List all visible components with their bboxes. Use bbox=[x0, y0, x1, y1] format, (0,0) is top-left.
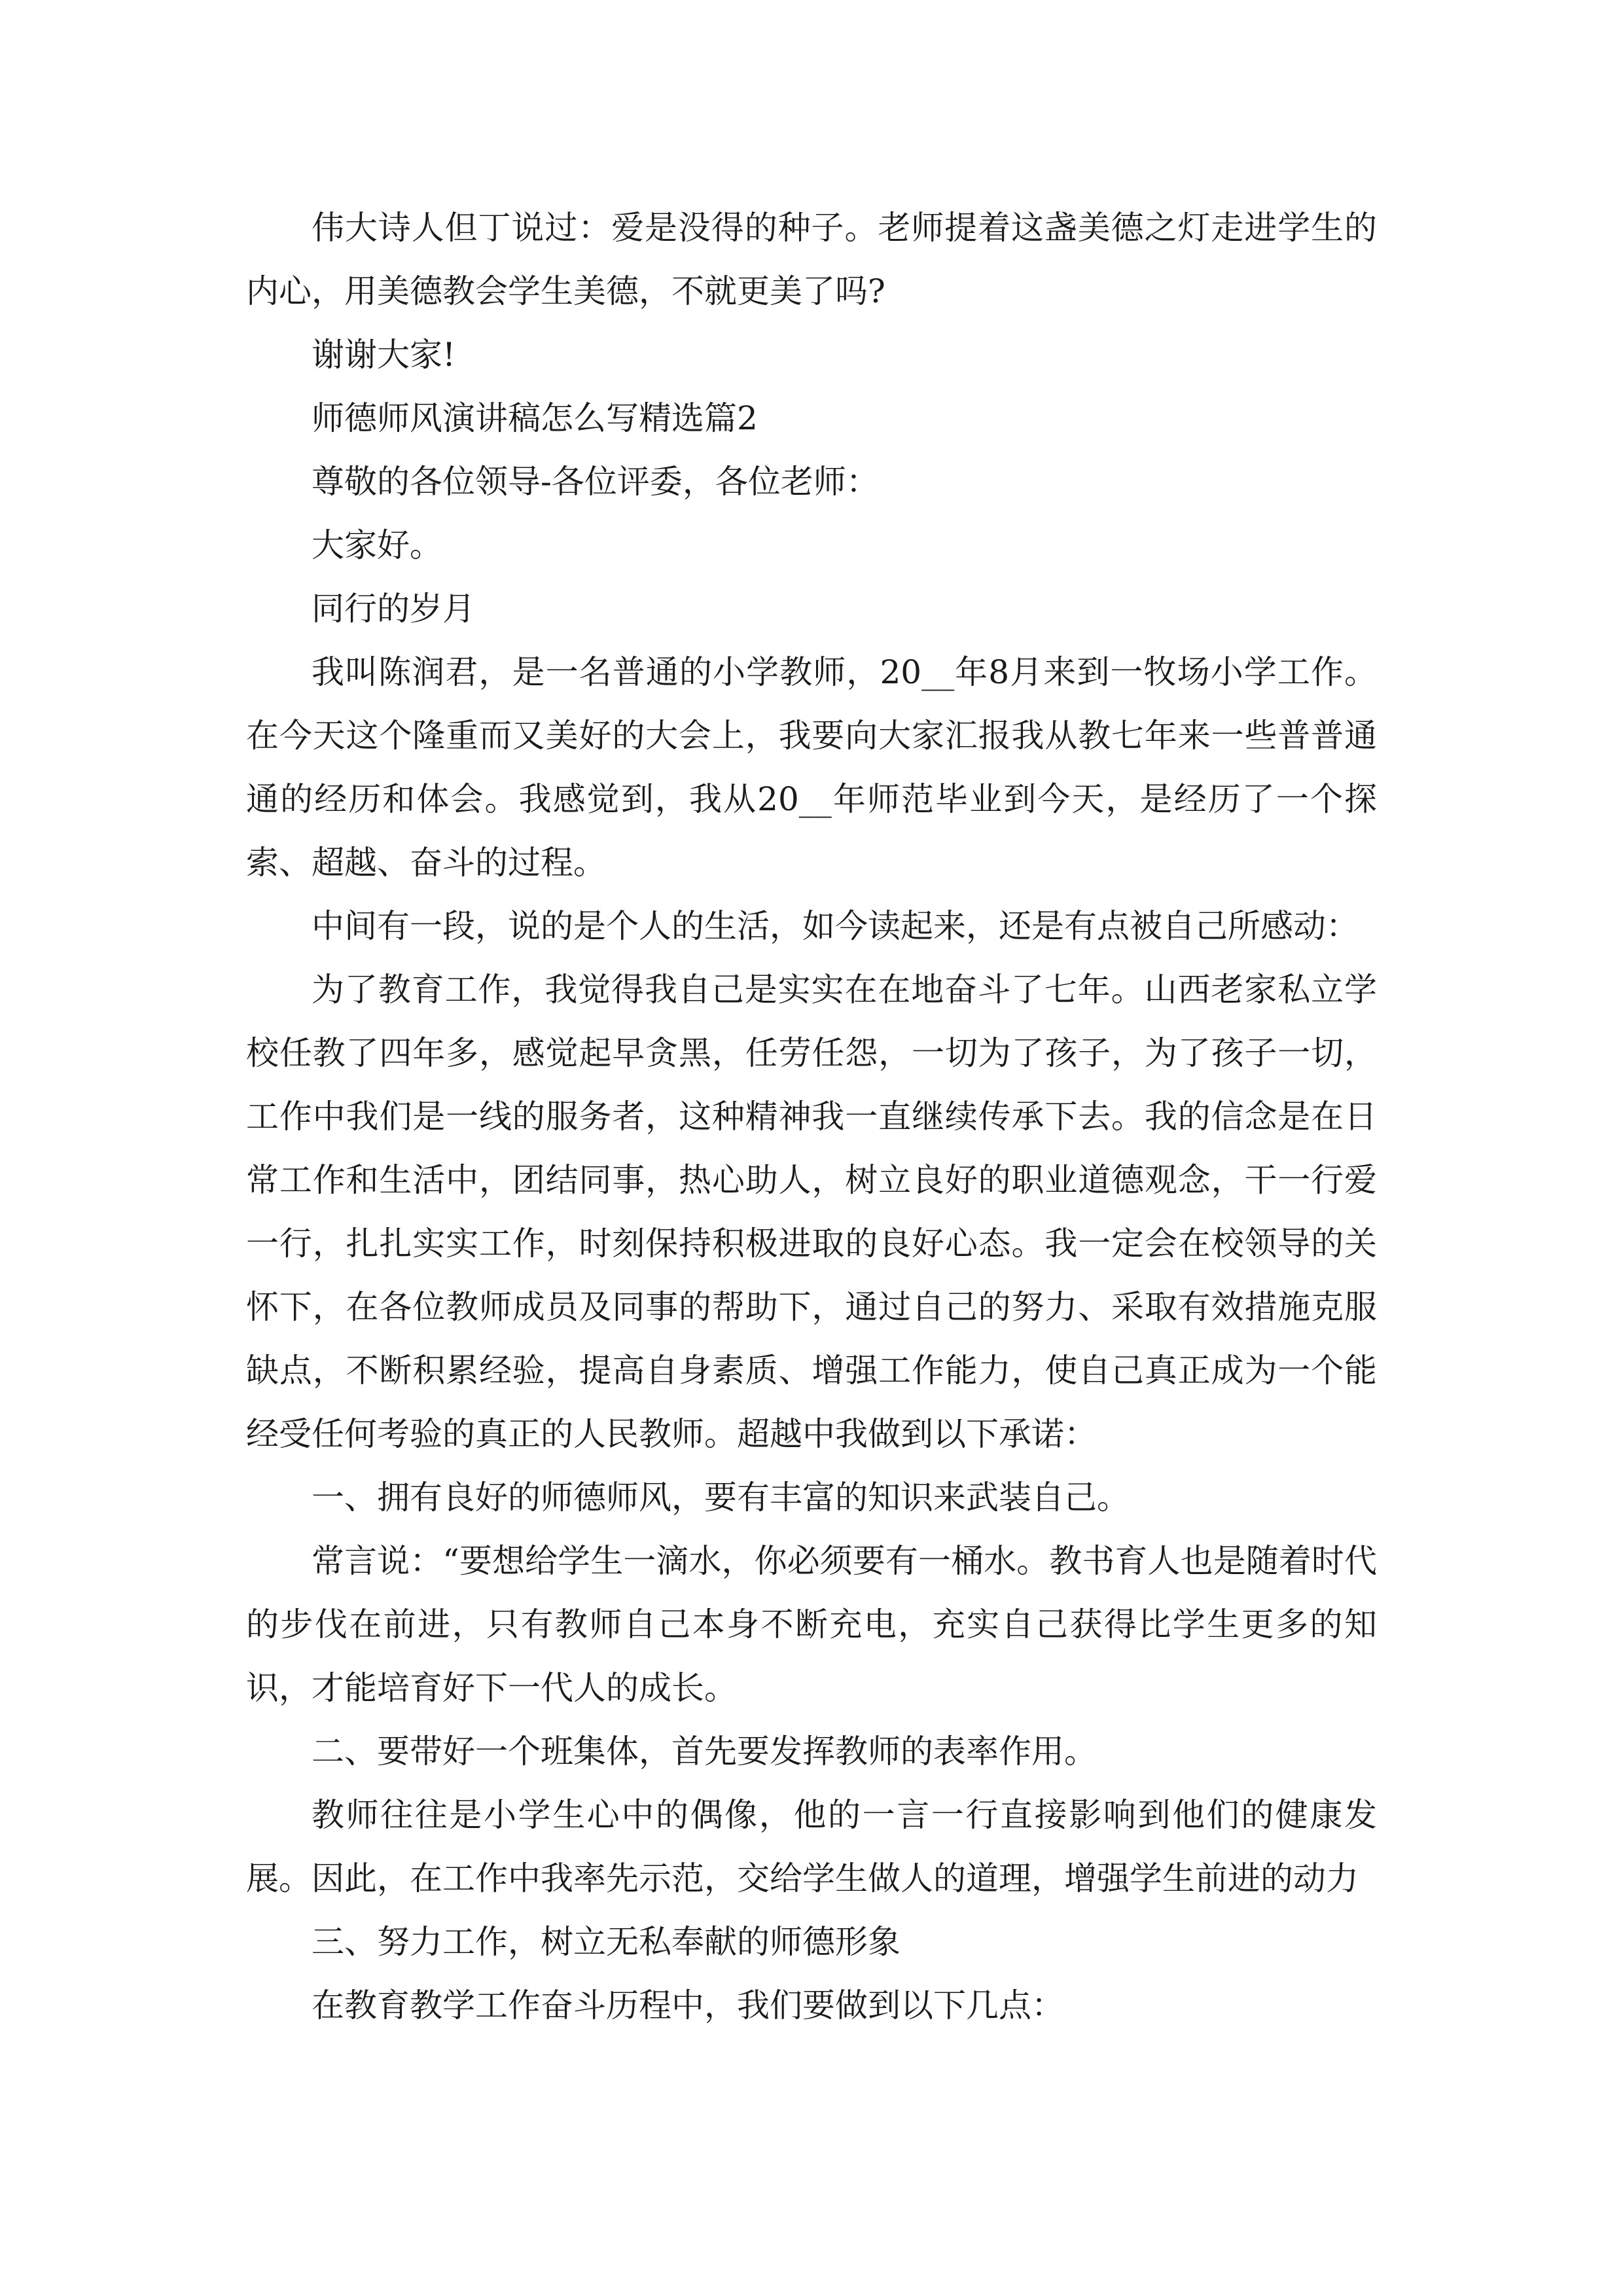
paragraph-dante-quote: 伟大诗人但丁说过：爱是没得的种子。老师提着这盏美德之灯走进学生的内心，用美德教会学生美德，不就更美了吗? bbox=[246, 209, 1377, 310]
greeting: 大家好。 bbox=[312, 526, 442, 564]
section-title: 师德师风演讲稿怎么写精选篇2 bbox=[312, 399, 758, 437]
salutation: 尊敬的各位领导-各位评委，各位老师： bbox=[312, 463, 879, 501]
paragraph-thanks: 谢谢大家! bbox=[312, 336, 456, 374]
point-three-body: 在教育教学工作奋斗历程中，我们要做到以下几点： bbox=[312, 1986, 1064, 2024]
point-two-heading: 二、要带好一个班集体，首先要发挥教师的表率作用。 bbox=[312, 1732, 1097, 1770]
speech-title: 同行的岁月 bbox=[312, 590, 475, 628]
document-body bbox=[246, 196, 1377, 2037]
paragraph-introduction: 我叫陈润君，是一名普通的小学教师，20__年8月来到一牧场小学工作。在今天这个隆重而又美好的大会上，我要向大家汇报我从教七年来一些普普通通的经历和体会。我感觉到，我从20__年师范毕业到今天，是经历了一个探索、超越、奋斗的过程。 bbox=[246, 653, 1377, 882]
point-two-body: 教师往往是小学生心中的偶像，他的一言一行直接影响到他们的健康发展。因此，在工作中我率先示范，交给学生做人的道理，增强学生前进的动力 bbox=[246, 1796, 1377, 1897]
point-one-heading: 一、拥有良好的师德师风，要有丰富的知识来武装自己。 bbox=[312, 1479, 1130, 1516]
point-one-body: 常言说：“要想给学生一滴水，你必须要有一桶水。教书育人也是随着时代的步伐在前进，只有教师自己本身不断充电，充实自己获得比学生更多的知识，才能培育好下一代人的成长。 bbox=[246, 1542, 1377, 1707]
paragraph-seven-years: 为了教育工作，我觉得我自己是实实在在地奋斗了七年。山西老家私立学校任教了四年多，感觉起早贪黑，任劳任怨，一切为了孩子，为了孩子一切，工作中我们是一线的服务者，这种精神我一直继续传承下去。我的信念是在日常工作和生活中，团结同事，热心助人，树立良好的职业道德观念，干一行爱一行，扎扎实实工作，时刻保持积极进取的良好心态。我一定会在校领导的关怀下，在各位教师成员及同事的帮助下，通过自己的努力、采取有效措施克服缺点，不断积累经验，提高自身素质、增强工作能力，使自己真正成为一个能经受任何考验的真正的人民教师。超越中我做到以下承诺： bbox=[246, 971, 1377, 1453]
point-three-heading: 三、努力工作，树立无私奉献的师德形象 bbox=[312, 1923, 901, 1961]
paragraph-reflection: 中间有一段，说的是个人的生活，如今读起来，还是有点被自己所感动： bbox=[312, 907, 1359, 945]
